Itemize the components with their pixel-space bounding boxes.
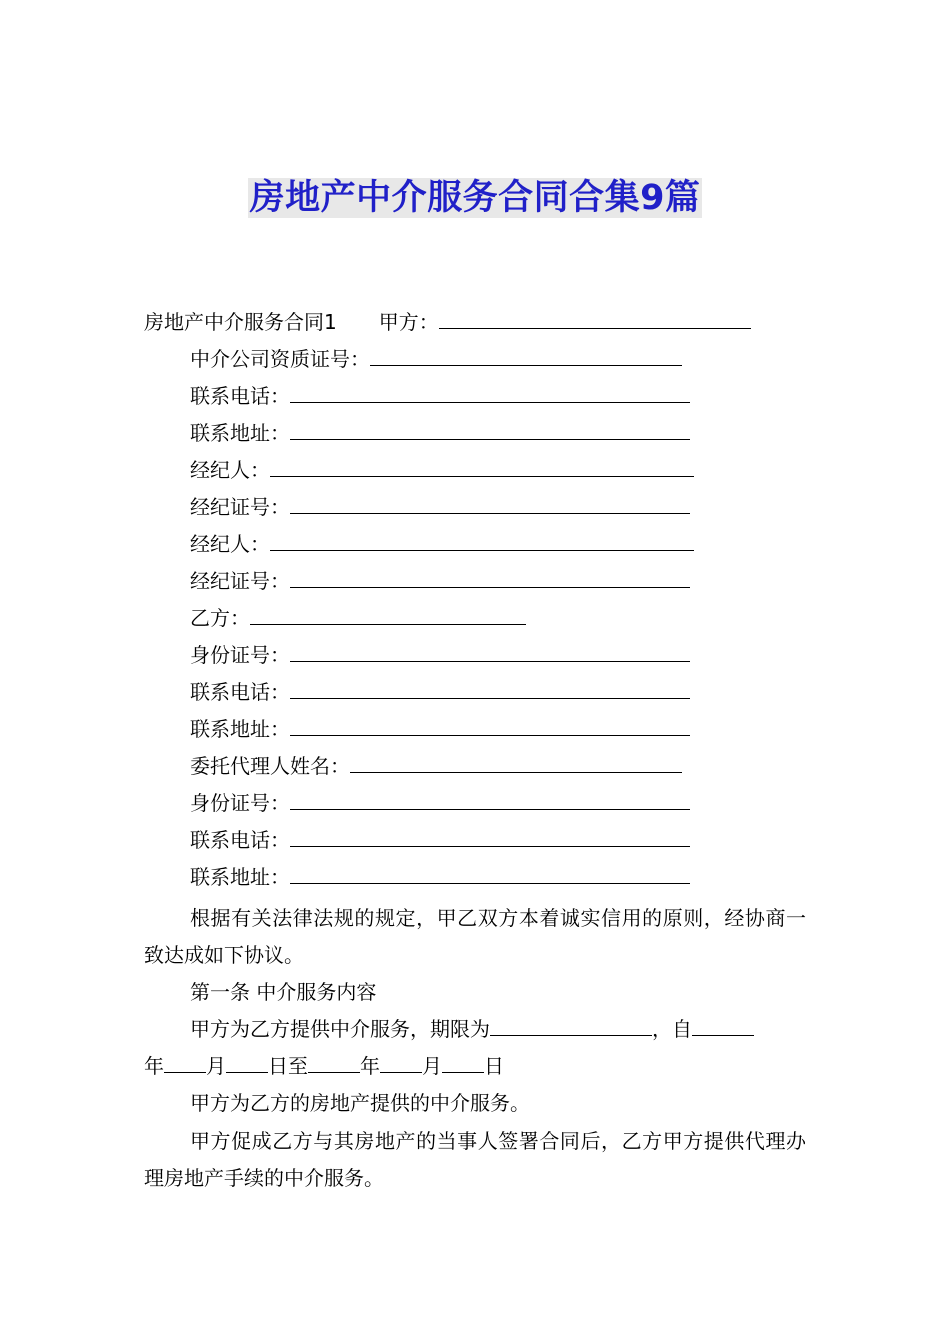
- field-line: [190, 752, 682, 780]
- day-label: 日: [484, 1054, 504, 1078]
- party-b-line: [190, 604, 526, 632]
- field-blank[interactable]: [290, 826, 690, 847]
- field-line: [190, 530, 694, 558]
- field-blank[interactable]: [270, 530, 694, 551]
- field-label: 联系地址：: [190, 421, 290, 445]
- field-line: [190, 826, 690, 854]
- field-line: [190, 382, 690, 410]
- field-label: 联系电话：: [190, 680, 290, 704]
- year-label: 年: [144, 1054, 164, 1078]
- field-label: 委托代理人姓名：: [190, 754, 350, 778]
- field-line: [190, 493, 690, 521]
- field-label: 身份证号：: [190, 643, 290, 667]
- document-title: 房地产中介服务合同合集9篇: [249, 178, 701, 218]
- party-b-blank[interactable]: [250, 604, 526, 625]
- intro-line: [144, 308, 751, 336]
- month-label: 月: [422, 1054, 442, 1078]
- field-blank[interactable]: [290, 493, 690, 514]
- contract-label: 房地产中介服务合同1: [144, 310, 337, 334]
- term-blank[interactable]: [490, 1015, 652, 1036]
- start-blank[interactable]: [692, 1015, 754, 1036]
- term-line: [190, 1015, 754, 1043]
- term-prefix: 甲方为乙方提供中介服务，期限为: [190, 1017, 490, 1041]
- day-blank[interactable]: [226, 1052, 268, 1073]
- article-heading: 第一条 中介服务内容: [190, 980, 377, 1004]
- party-b-label: 乙方：: [190, 606, 250, 630]
- field-blank[interactable]: [370, 345, 682, 366]
- field-label: 经纪人：: [190, 458, 270, 482]
- party-a-blank[interactable]: [439, 308, 751, 329]
- field-line: [190, 567, 690, 595]
- field-blank[interactable]: [270, 456, 694, 477]
- month-label: 月: [206, 1054, 226, 1078]
- field-line: [190, 419, 690, 447]
- field-label: 经纪人：: [190, 532, 270, 556]
- field-label: 联系电话：: [190, 384, 290, 408]
- field-label: 联系地址：: [190, 717, 290, 741]
- paragraph-service: 甲方为乙方的房地产提供的中介服务。: [190, 1091, 530, 1115]
- field-blank[interactable]: [290, 419, 690, 440]
- end-month-blank[interactable]: [380, 1052, 422, 1073]
- field-line: [190, 863, 690, 891]
- field-blank[interactable]: [290, 863, 690, 884]
- field-blank[interactable]: [290, 715, 690, 736]
- field-blank[interactable]: [290, 789, 690, 810]
- field-blank[interactable]: [290, 567, 690, 588]
- paragraph-agency: 甲方促成乙方与其房地产的当事人签署合同后，乙方甲方提供代理办理房地产手续的中介服务。: [144, 1129, 806, 1190]
- field-blank[interactable]: [290, 678, 690, 699]
- paragraph-agreement: 根据有关法律法规的规定，甲乙双方本着诚实信用的原则，经协商一致达成如下协议。: [144, 906, 806, 967]
- field-label: 经纪证号：: [190, 495, 290, 519]
- field-line: [190, 678, 690, 706]
- field-line: [190, 789, 690, 817]
- end-year-blank[interactable]: [308, 1052, 360, 1073]
- party-a-label: 甲方：: [378, 310, 439, 334]
- end-day-blank[interactable]: [442, 1052, 484, 1073]
- field-label: 经纪证号：: [190, 569, 290, 593]
- term-from: ，自: [652, 1017, 692, 1041]
- field-blank[interactable]: [350, 752, 682, 773]
- date-line: [144, 1052, 504, 1080]
- field-line: [190, 641, 690, 669]
- field-label: 中介公司资质证号：: [190, 347, 370, 371]
- field-line: [190, 456, 694, 484]
- month-blank[interactable]: [164, 1052, 206, 1073]
- document-title-block: [0, 174, 950, 222]
- field-blank[interactable]: [290, 641, 690, 662]
- field-line: [190, 345, 682, 373]
- day-to-label: 日至: [268, 1054, 308, 1078]
- field-label: 身份证号：: [190, 791, 290, 815]
- field-line: [190, 715, 690, 743]
- field-label: 联系电话：: [190, 828, 290, 852]
- field-label: 联系地址：: [190, 865, 290, 889]
- field-blank[interactable]: [290, 382, 690, 403]
- year-label: 年: [360, 1054, 380, 1078]
